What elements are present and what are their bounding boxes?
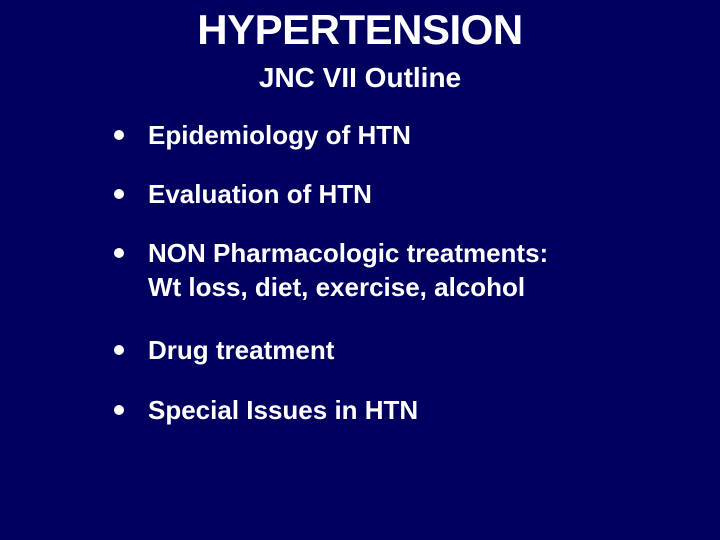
bullet-line: NON Pharmacologic treatments: — [148, 238, 549, 268]
bullet-dot-icon — [114, 189, 124, 199]
bullet-line: Special Issues in HTN — [148, 395, 419, 425]
slide-subtitle: JNC VII Outline — [258, 62, 462, 93]
bullet-dot-icon — [114, 405, 124, 415]
bullet-text — [148, 177, 668, 211]
bullet-dot-icon — [114, 345, 124, 355]
bullet-text — [148, 333, 668, 367]
slide-title: HYPERTENSION — [197, 6, 523, 53]
bullet-text — [148, 118, 668, 152]
bullet-line: Epidemiology of HTN — [148, 120, 411, 150]
bullet-text — [148, 236, 668, 304]
bullet-text — [148, 393, 668, 427]
bullet-line: Drug treatment — [148, 335, 335, 365]
bullet-line: Evaluation of HTN — [148, 179, 372, 209]
bullet-dot-icon — [114, 130, 124, 140]
bullet-dot-icon — [114, 248, 124, 258]
bullet-line: Wt loss, diet, exercise, alcohol — [148, 272, 526, 302]
